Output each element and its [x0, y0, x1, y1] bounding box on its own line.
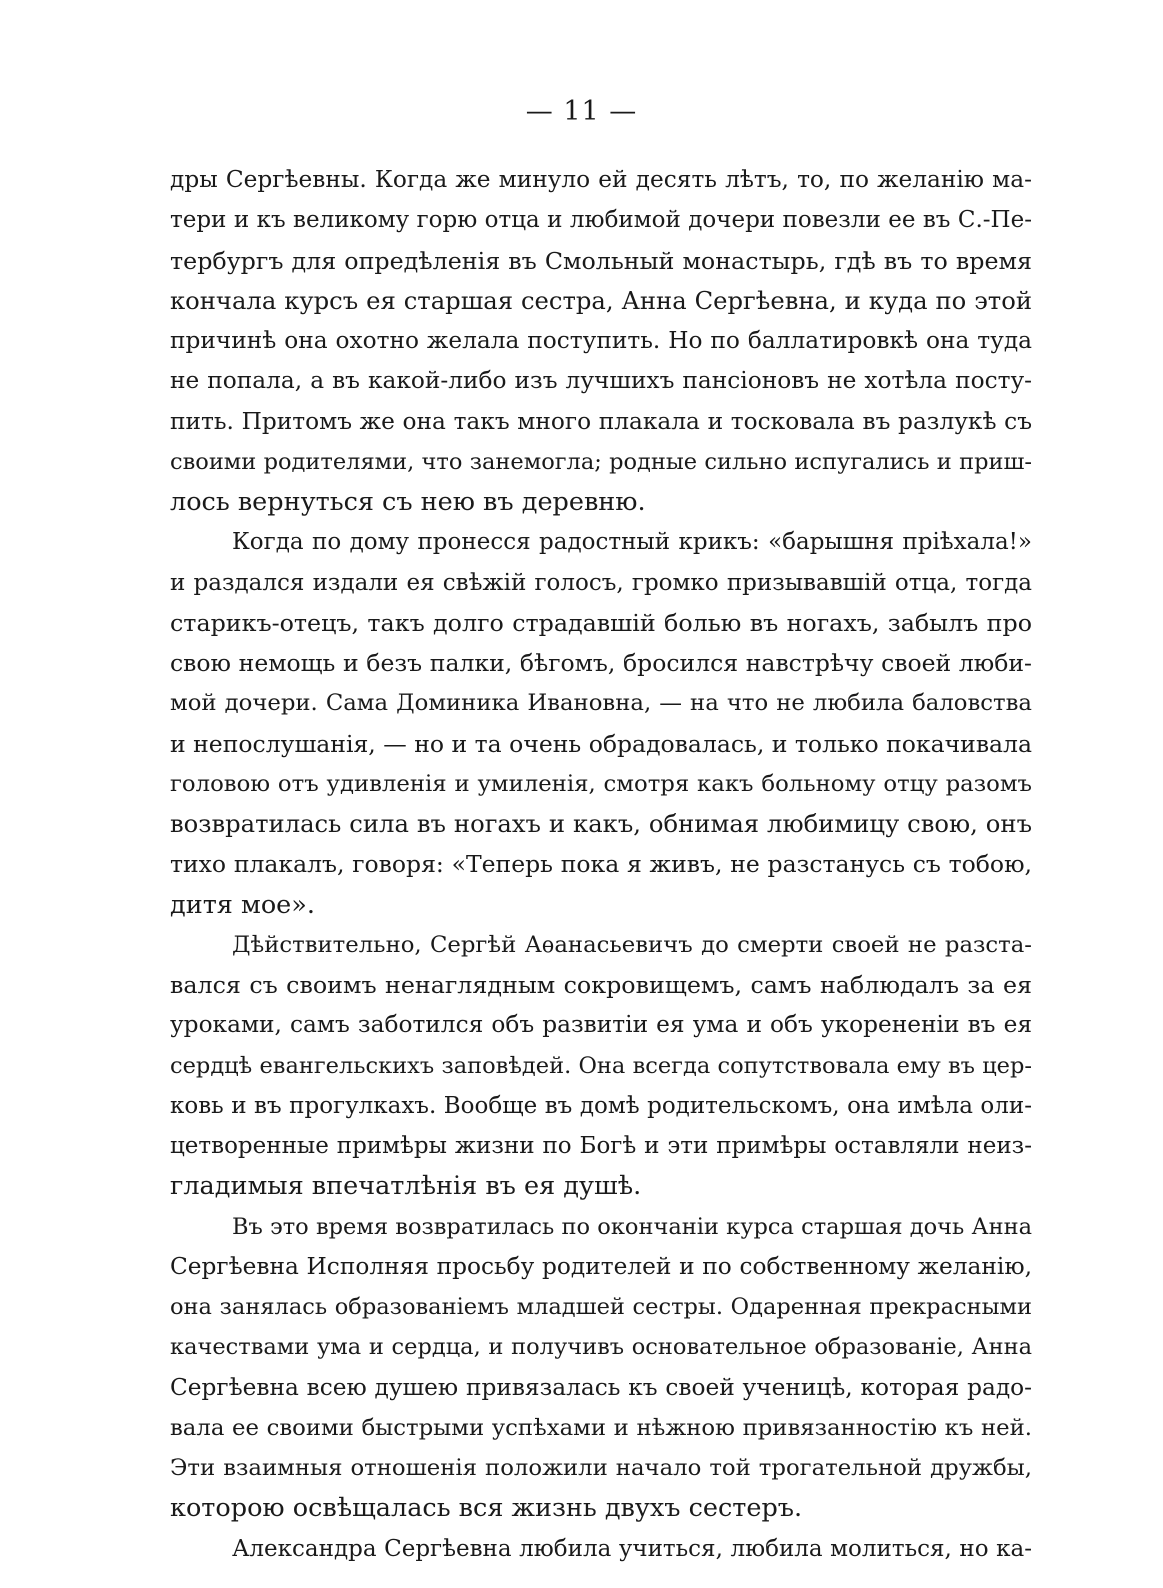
text-line: тербургъ для опредѣленія въ Смольный монастырь, гдѣ въ то время	[170, 246, 1032, 275]
text-line: Дѣйствительно, Сергѣй Аѳанасьевичъ до смерти своей не разста-	[232, 931, 1032, 958]
body-text	[170, 160, 1032, 1569]
text-line: которою освѣщалась вся жизнь двухъ сестеръ.	[170, 1493, 803, 1524]
text-line: качествами ума и сердца, и получивъ основательное образованіе, Анна	[170, 1334, 1032, 1361]
text-line: Въ это время возвратилась по окончаніи курса старшая дочь Анна	[232, 1213, 1032, 1240]
text-line: уроками, самъ заботился объ развитіи ея ума и объ укорененіи въ ея	[170, 1011, 1032, 1039]
page-number: — 11 —	[525, 96, 638, 127]
text-line: Сергѣевна всею душею привязалась къ своей ученицѣ, которая радо-	[170, 1373, 1032, 1401]
text-line: она занялась образованіемъ младшей сестры. Одаренная прекрасными	[170, 1294, 1032, 1320]
text-line: Сергѣевна Исполняя просьбу родителей и по собственному желанію,	[170, 1252, 1032, 1280]
text-line: не попала, а въ какой-либо изъ лучшихъ пансіоновъ не хотѣла посту-	[170, 367, 1032, 395]
text-line: вался съ своимъ ненаглядным сокровищемъ, самъ наблюдалъ за ея	[170, 971, 1032, 999]
text-line: причинѣ она охотно желала поступить. Но по баллатировкѣ она туда	[170, 327, 1032, 354]
text-line: старикъ-отецъ, такъ долго страдавшій болью въ ногахъ, забылъ про	[170, 608, 1032, 637]
text-line: Когда по дому пронесся радостный крикъ: «барышня пріѣхала!»	[232, 529, 1032, 556]
text-line: дитя мое».	[170, 889, 315, 920]
text-line: лось вернуться съ нею въ деревню.	[170, 487, 646, 517]
text-line: пить. Притомъ же она такъ много плакала и тосковала въ разлукѣ съ	[170, 407, 1032, 435]
text-line: свою немощь и безъ палки, бѣгомъ, бросился навстрѣчу своей люби-	[170, 649, 1032, 677]
text-line: возвратилась сила въ ногахъ и какъ, обнимая любимицу свою, онъ	[170, 809, 1032, 838]
text-line: своими родителями, что занемогла; родные сильно испугались и приш-	[170, 448, 1032, 475]
text-line: и непослушанія, — но и та очень обрадовалась, и только покачивала	[170, 729, 1032, 758]
text-line: Эти взаимныя отношенія положили начало той трогательной дружбы,	[170, 1455, 1032, 1481]
text-line: мой дочери. Сама Доминика Ивановна, — на что не любила баловства	[170, 690, 1032, 717]
text-line: гладимыя впечатлѣнія въ ея душѣ.	[170, 1171, 642, 1202]
text-line: ковь и въ прогулкахъ. Вообще въ домѣ родительскомъ, она имѣла оли-	[170, 1092, 1032, 1119]
text-line: тери и къ великому горю отца и любимой дочери повезли ее въ С.-Пе-	[170, 207, 1032, 234]
text-line: тихо плакалъ, говоря: «Теперь пока я живъ, не разстанусь съ тобою,	[170, 850, 1032, 879]
text-line: вала ее своими быстрыми успѣхами и нѣжною привязанностію къ ней.	[170, 1414, 1032, 1441]
text-line: Александра Сергѣевна любила учиться, любила молиться, но ка-	[232, 1535, 1032, 1562]
text-line: и раздался издали ея свѣжій голосъ, громко призывавшій отца, тогда	[170, 569, 1032, 596]
text-line: сердцѣ евангельскихъ заповѣдей. Она всегда сопутствовала ему въ цер-	[170, 1052, 1032, 1079]
text-line: дры Сергѣевны. Когда же минуло ей десять лѣтъ, то, по желанію ма-	[170, 166, 1032, 193]
text-line: цетворенные примѣры жизни по Богѣ и эти примѣры оставляли неиз-	[170, 1133, 1032, 1159]
text-line: кончала курсъ ея старшая сестра, Анна Сергѣевна, и куда по этой	[170, 285, 1032, 315]
text-line: головою отъ удивленія и умиленія, смотря какъ больному отцу разомъ	[170, 770, 1032, 797]
